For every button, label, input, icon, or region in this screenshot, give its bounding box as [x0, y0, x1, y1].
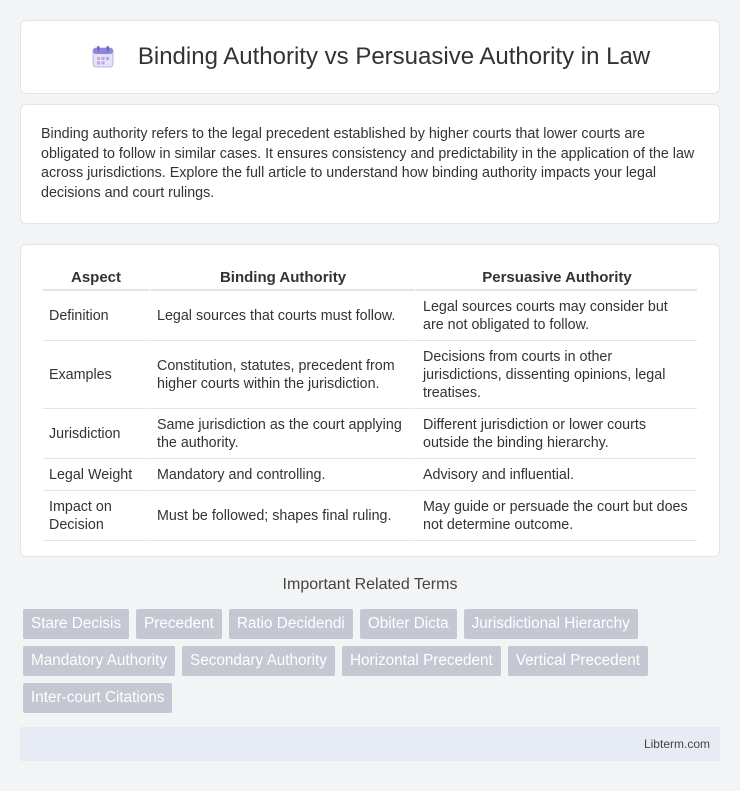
- related-terms-list: [23, 609, 723, 720]
- table-row: [43, 341, 697, 409]
- related-term-tag[interactable]: Horizontal Precedent: [342, 646, 501, 676]
- table-cell-aspect: Jurisdiction: [43, 409, 149, 459]
- comparison-card: [20, 244, 720, 557]
- table-header-row: [43, 265, 697, 291]
- related-term-tag[interactable]: Obiter Dicta: [360, 609, 457, 639]
- table-cell-binding: Must be followed; shapes final ruling.: [149, 491, 415, 541]
- table-cell-aspect: Definition: [43, 291, 149, 341]
- related-term-tag[interactable]: Mandatory Authority: [23, 646, 175, 676]
- related-term-tag[interactable]: Secondary Authority: [182, 646, 335, 676]
- footer: [20, 727, 720, 761]
- table-cell-persuasive: May guide or persuade the court but does not determine outcome.: [415, 491, 697, 541]
- table-cell-persuasive: Decisions from courts in other jurisdictions, dissenting opinions, legal treatises.: [415, 341, 697, 409]
- comparison-table: [43, 265, 697, 541]
- related-term-tag[interactable]: Jurisdictional Hierarchy: [464, 609, 638, 639]
- table-cell-persuasive: Legal sources courts may consider but are not obligated to follow.: [415, 291, 697, 341]
- related-terms-title: Important Related Terms: [282, 576, 458, 593]
- table-row: [43, 409, 697, 459]
- table-cell-binding: Legal sources that courts must follow.: [149, 291, 415, 341]
- related-term-tag[interactable]: Stare Decisis: [23, 609, 129, 639]
- table-cell-aspect: Impact on Decision: [43, 491, 149, 541]
- footer-brand-link[interactable]: Libterm.com: [643, 737, 710, 751]
- related-term-tag[interactable]: Ratio Decidendi: [229, 609, 353, 639]
- table-cell-binding: Same jurisdiction as the court applying the authority.: [149, 409, 415, 459]
- table-row: [43, 291, 697, 341]
- intro-card: [20, 104, 720, 224]
- table-row: [43, 491, 697, 541]
- column-header-aspect: Aspect: [43, 265, 149, 291]
- related-term-tag[interactable]: Precedent: [136, 609, 222, 639]
- related-term-tag[interactable]: Vertical Precedent: [508, 646, 648, 676]
- page-title: Binding Authority vs Persuasive Authority in Law: [137, 43, 651, 70]
- table-cell-persuasive: Different jurisdiction or lower courts outside the binding hierarchy.: [415, 409, 697, 459]
- calendar-icon: [90, 44, 116, 70]
- related-term-tag[interactable]: Inter-court Citations: [23, 683, 172, 713]
- column-header-persuasive: Persuasive Authority: [415, 265, 697, 291]
- table-cell-binding: Mandatory and controlling.: [149, 459, 415, 491]
- title-card: [20, 20, 720, 94]
- table-cell-aspect: Examples: [43, 341, 149, 409]
- column-header-binding: Binding Authority: [149, 265, 415, 291]
- intro-text: Binding authority refers to the legal precedent established by higher courts that lower courts are obligated to follow in similar cases. It ensures consistency and predictability in the application of the law across jurisdictions. Explore the full article to understand how binding authority impacts your legal decisions and court rulings.: [41, 126, 695, 201]
- table-cell-aspect: Legal Weight: [43, 459, 149, 491]
- table-row: [43, 459, 697, 491]
- table-cell-persuasive: Advisory and influential.: [415, 459, 697, 491]
- table-cell-binding: Constitution, statutes, precedent from higher courts within the jurisdiction.: [149, 341, 415, 409]
